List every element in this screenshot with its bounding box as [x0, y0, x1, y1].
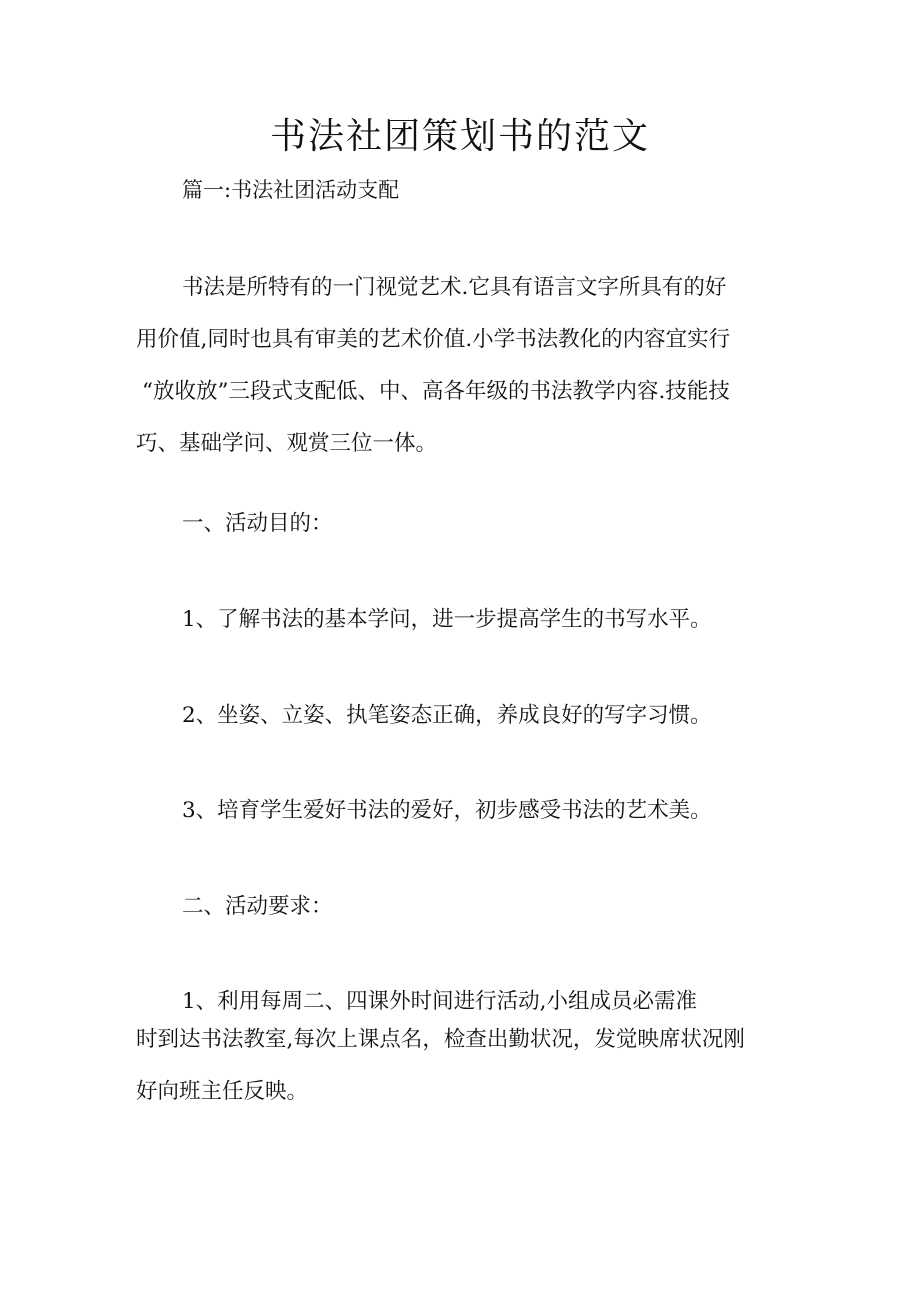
- section-1-item-3: 3、培育学生爱好书法的爱好，初步感受书法的艺术美。: [182, 798, 712, 823]
- section-2-item-1-line-2: 时到达书法教室,每次上课点名，检查出勤状况，发觉映席状况刚: [136, 1027, 745, 1052]
- intro-line-4: 巧、基础学问、观赏三位一体。: [136, 431, 438, 456]
- document-subtitle: 篇一:书法社团活动支配: [182, 178, 400, 202]
- section-2-item-1-line-1: 1、利用每周二、四课外时间进行活动,小组成员必需准: [182, 989, 698, 1014]
- section-1-item-1: 1、了解书法的基本学问，进一步提高学生的书写水平。: [182, 607, 712, 632]
- section-1-heading: 一、活动目的：: [182, 511, 333, 536]
- section-2-item-1-line-3: 好向班主任反映。: [136, 1079, 309, 1104]
- intro-paragraph: [136, 262, 786, 470]
- intro-line-1: 书法是所特有的一门视觉艺术.它具有语言文字所具有的好: [182, 275, 727, 300]
- section-1-item-2: 2、坐姿、立姿、执笔姿态正确，养成良好的写字习惯。: [182, 703, 712, 728]
- section-2-item-1: [136, 976, 786, 1118]
- document-title: 书法社团策划书的范文: [269, 116, 650, 157]
- section-2-heading: 二、活动要求：: [182, 894, 333, 919]
- intro-line-3: “放收放”三段式支配低、中、高各年级的书法教学内容.技能技: [142, 379, 730, 404]
- intro-line-2: 用价值,同时也具有审美的艺术价值.小学书法教化的内容宜实行: [136, 327, 731, 352]
